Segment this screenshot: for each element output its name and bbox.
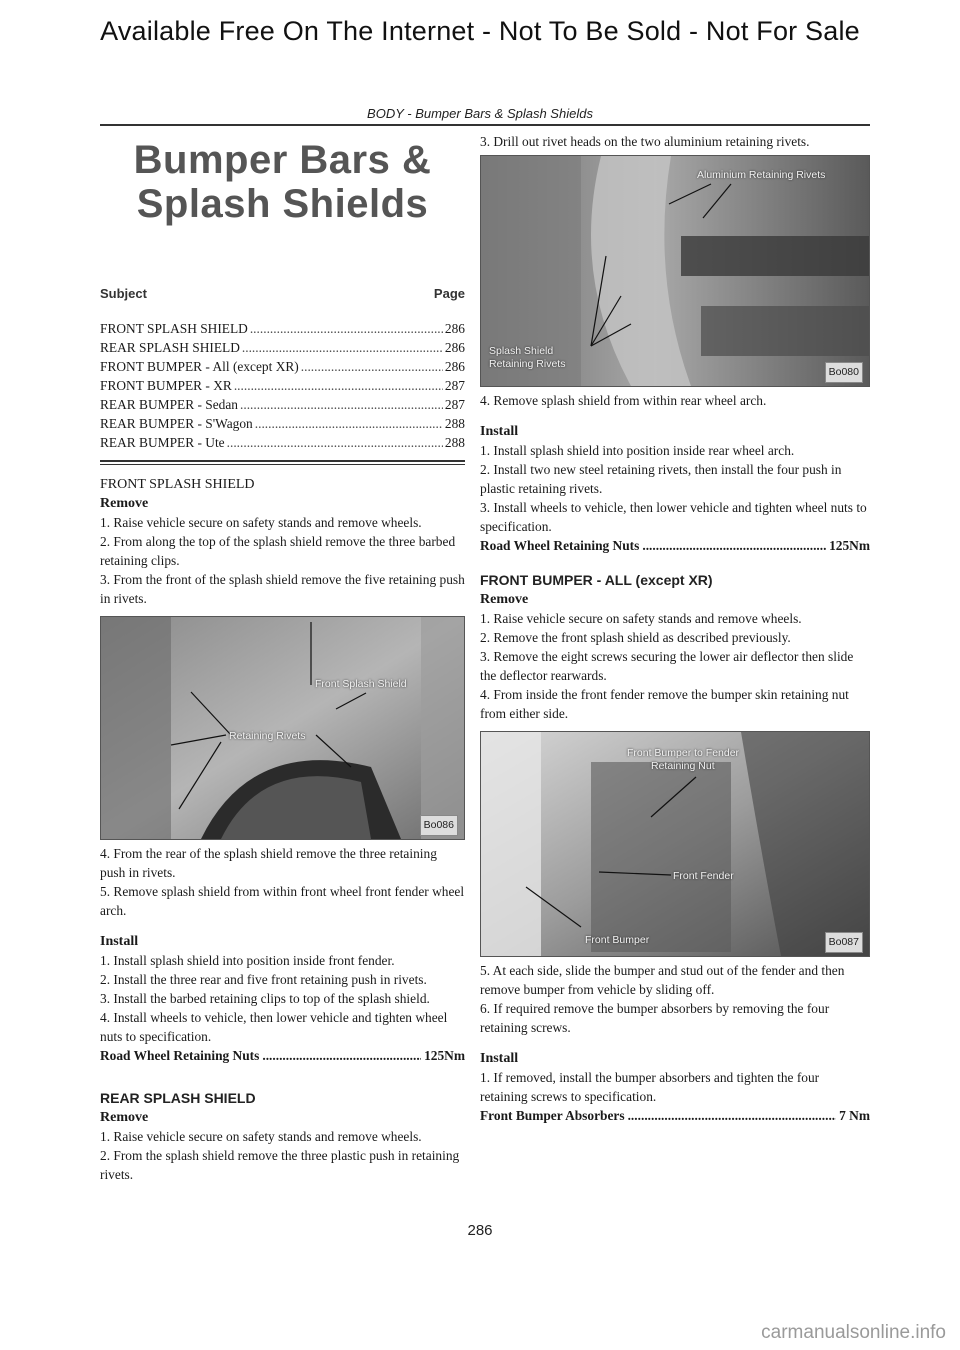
front-splash-remove-label: Remove xyxy=(100,496,149,511)
front-splash-install-step: 4. Install wheels to vehicle, then lower vehicle and tighten wheel nuts to specification. xyxy=(100,1010,448,1044)
photo-label-top-2: Retaining Nut xyxy=(651,760,715,772)
front-bumper-install-label: Install xyxy=(480,1051,519,1066)
photo-code: Bo080 xyxy=(825,362,863,383)
header-rule xyxy=(100,124,870,126)
rear-splash-step: 1. Raise vehicle secure on safety stands and remove wheels. xyxy=(100,1129,422,1144)
front-splash-photo xyxy=(100,616,465,840)
toc-leader xyxy=(255,414,443,433)
spec-leader xyxy=(262,1046,421,1065)
rear-splash-install-step: 2. Install two new steel retaining rivets, then install the four push in plastic retaining rivets. xyxy=(480,462,842,496)
photo-label-shield: Front Splash Shield xyxy=(315,678,407,690)
page-title xyxy=(100,138,465,226)
spec-label: Road Wheel Retaining Nuts xyxy=(480,538,640,553)
toc-page: 287 xyxy=(444,378,465,393)
toc-leader xyxy=(250,319,443,338)
toc-leader xyxy=(240,395,443,414)
toc-leader xyxy=(234,376,443,395)
front-bumper-step: 5. At each side, slide the bumper and stud out of the fender and then remove bumper from vehicle by sliding off. xyxy=(480,963,845,997)
rear-splash-install-step: 1. Install splash shield into position inside rear wheel arch. xyxy=(480,443,795,458)
toc-row[interactable] xyxy=(100,433,465,452)
toc-title: REAR BUMPER - S'Wagon xyxy=(100,416,253,431)
spec-leader xyxy=(642,536,826,555)
toc-row[interactable] xyxy=(100,319,465,338)
front-splash-step: 4. From the rear of the splash shield remove the three retaining push in rivets. xyxy=(100,846,437,880)
front-bumper-step: 3. Remove the eight screws securing the lower air deflector then slide the deflector rearwards. xyxy=(480,649,854,683)
rear-splash-step: 4. Remove splash shield from within rear wheel arch. xyxy=(480,393,767,408)
front-bumper-install-step: 1. If removed, install the bumper absorbers and tighten the four retaining screws to specification. xyxy=(480,1070,820,1104)
spec-value: 7 Nm xyxy=(839,1108,870,1123)
front-bumper-step: 6. If required remove the bumper absorbers by removing the four retaining screws. xyxy=(480,1001,830,1035)
toc-page: 286 xyxy=(444,321,465,336)
front-splash-spec xyxy=(100,1046,465,1065)
toc-title: FRONT SPLASH SHIELD xyxy=(100,321,248,336)
rear-splash-install-label: Install xyxy=(480,424,519,439)
photo-label-top: Aluminium Retaining Rivets xyxy=(697,169,826,181)
toc-title: FRONT BUMPER - All (except XR) xyxy=(100,359,299,374)
toc-title: REAR BUMPER - Sedan xyxy=(100,397,239,412)
spec-value: 125Nm xyxy=(829,538,870,553)
photo-label-fender: Front Fender xyxy=(673,870,734,882)
right-column xyxy=(480,132,870,1125)
toc-header xyxy=(100,284,465,303)
toc-row[interactable] xyxy=(100,414,465,433)
site-watermark: carmanualsonline.info xyxy=(761,1322,946,1343)
toc-page: 287 xyxy=(444,397,465,412)
front-bumper-step: 4. From inside the front fender remove the bumper skin retaining nut from either side. xyxy=(480,687,849,721)
spec-label: Road Wheel Retaining Nuts xyxy=(100,1048,260,1063)
toc-page: 288 xyxy=(444,416,465,431)
photo-label-bottom-1: Splash Shield xyxy=(489,345,554,357)
photo-label-rivets: Retaining Rivets xyxy=(229,730,306,742)
toc-title: REAR BUMPER - Ute xyxy=(100,435,225,450)
toc-row[interactable] xyxy=(100,357,465,376)
toc-title: FRONT BUMPER - XR xyxy=(100,378,232,393)
page-title-line-1: Bumper Bars & xyxy=(133,138,432,182)
front-splash-step: 5. Remove splash shield from within front wheel front fender wheel arch. xyxy=(100,884,465,918)
front-splash-title: FRONT SPLASH SHIELD xyxy=(100,477,255,492)
photo-label-bumper: Front Bumper xyxy=(585,934,650,946)
running-head: BODY - Bumper Bars & Splash Shields xyxy=(367,106,593,121)
rear-splash-install-step: 3. Install wheels to vehicle, then lower vehicle and tighten wheel nuts to specification. xyxy=(480,500,867,534)
rear-splash-remove-label: Remove xyxy=(100,1110,149,1125)
photo-label-top-1: Front Bumper to Fender xyxy=(627,747,740,759)
rear-splash-title: REAR SPLASH SHIELD xyxy=(100,1090,256,1106)
top-banner: Available Free On The Internet - Not To Be Sold - Not For Sale xyxy=(100,16,860,46)
toc-row[interactable] xyxy=(100,376,465,395)
rear-splash-photo xyxy=(480,155,870,387)
toc-divider xyxy=(100,460,465,465)
rear-splash-step: 2. From the splash shield remove the three plastic push in retaining rivets. xyxy=(100,1148,460,1182)
page-title-line-2: Splash Shields xyxy=(136,182,429,226)
front-bumper-spec xyxy=(480,1106,870,1125)
front-splash-install-step: 2. Install the three rear and five front retaining push in rivets. xyxy=(100,972,427,987)
rear-splash-spec xyxy=(480,536,870,555)
photo-code: Bo087 xyxy=(825,932,863,953)
left-column xyxy=(100,132,465,1184)
toc-row[interactable] xyxy=(100,338,465,357)
toc-page-label: Page xyxy=(433,286,465,301)
toc-subject-label: Subject xyxy=(100,286,147,301)
spec-value: 125Nm xyxy=(424,1048,465,1063)
page-number: 286 xyxy=(467,1222,493,1239)
front-bumper-step: 1. Raise vehicle secure on safety stands and remove wheels. xyxy=(480,611,802,626)
front-splash-step: 1. Raise vehicle secure on safety stands and remove wheels. xyxy=(100,515,422,530)
toc-leader xyxy=(301,357,443,376)
front-bumper-step: 2. Remove the front splash shield as described previously. xyxy=(480,630,791,645)
front-splash-step: 2. From along the top of the splash shield remove the three barbed retaining clips. xyxy=(100,534,456,568)
toc-list xyxy=(100,319,465,452)
toc-leader xyxy=(227,433,443,452)
toc-page: 286 xyxy=(444,359,465,374)
front-bumper-remove-label: Remove xyxy=(480,592,529,607)
front-splash-install-label: Install xyxy=(100,934,139,949)
toc-page: 286 xyxy=(444,340,465,355)
spec-label: Front Bumper Absorbers xyxy=(480,1108,625,1123)
front-splash-step: 3. From the front of the splash shield remove the five retaining push in rivets. xyxy=(100,572,465,606)
toc-row[interactable] xyxy=(100,395,465,414)
spec-leader xyxy=(628,1106,837,1125)
toc-title: REAR SPLASH SHIELD xyxy=(100,340,240,355)
photo-label-bottom-2: Retaining Rivets xyxy=(489,358,566,370)
front-splash-install-step: 1. Install splash shield into position inside front fender. xyxy=(100,953,395,968)
rear-splash-step: 3. Drill out rivet heads on the two aluminium retaining rivets. xyxy=(480,134,810,149)
front-bumper-title: FRONT BUMPER - ALL (except XR) xyxy=(480,572,713,588)
front-bumper-photo xyxy=(480,731,870,957)
photo-code: Bo086 xyxy=(420,815,458,836)
toc-leader xyxy=(242,338,443,357)
front-splash-install-step: 3. Install the barbed retaining clips to top of the splash shield. xyxy=(100,991,430,1006)
toc-page: 288 xyxy=(444,435,465,450)
